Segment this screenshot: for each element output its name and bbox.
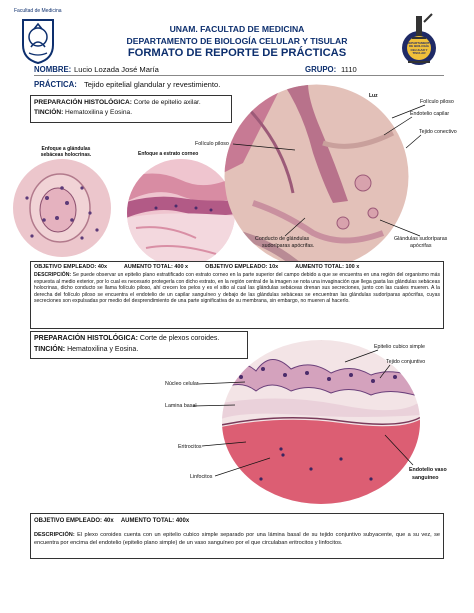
- inset1-caption: Enfoque a glándulas sebáceas holocrinas.: [40, 146, 92, 158]
- lbl-linfocitos: Linfocitos: [190, 474, 213, 480]
- s1-aum2-value: 100 x: [345, 264, 360, 270]
- s1-obj2-label: OBJETIVO EMPLEADO:: [205, 264, 268, 270]
- lbl-conducto-glandulas: Conducto de glándulas sudoríparas apócrifas.: [255, 236, 315, 249]
- s2-tincion-label: TINCIÓN:: [34, 346, 66, 353]
- s2-desc-text: El plexo coroides cuenta con un epitelio cubico simple separado por una lámina basal de su tejido conjuntivo subyacente, que a su vez, se encuentra por encima del endotelio (epitelio plano simple) de un vaso sanguíneo por el que circulaban eritrocitos y linfocitos.: [34, 532, 440, 546]
- lbl-endotelio-vaso: Endotelio vaso sanguíneo: [409, 467, 447, 481]
- s1-prep-label: PREPARACIÓN HISTOLÓGICA:: [34, 99, 132, 106]
- s1-aum-value: 400 x: [174, 264, 189, 270]
- s1-aum2-label: AUMENTO TOTAL:: [295, 264, 344, 270]
- practica-label: PRÁCTICA:: [34, 80, 77, 89]
- s1-light-label: Luz: [369, 93, 378, 99]
- section2-desc-box: [30, 513, 444, 559]
- lbl-tejido-conectivo: Tejido conectivo: [419, 129, 457, 135]
- s2-obj-label: OBJETIVO EMPLEADO:: [34, 518, 103, 524]
- right-logo-caption: DEPARTAMENTO DE BIOLOGÍA CELULAR Y TISULAR: [407, 41, 432, 56]
- s2-aum-label: AUMENTO TOTAL:: [120, 518, 175, 524]
- s2-obj-value: 40x: [103, 518, 114, 524]
- s1-tincion-label: TINCIÓN:: [34, 109, 64, 116]
- practica-value: Tejido epitelial glandular y revestimiento.: [84, 80, 221, 89]
- s1-description: DESCRIPCIÓN: Se puede observar un epitelio plano estratificado con estrato corneo en la parte superior del campo debido a que se encuentra en una región del organismo más expuesta al medio exterior, por lo cual es necesario protegerla con dicho estrato, en la región central de la imagen se nota una invaginación que llega gasta las glándulas sebáceas holocrinas, dicho conducto se llama folículo piloso, ahí crecen los pelos y es el sitio al cual las glándulas sebáceas drenan sus secreciones, junto con las cuales mueren. A la derecha del folículo piloso se encuentra el endotelio de un capilar sanguíneo y debajo de las glándulas sebáceas se encuentran las glándulas sudoríparas apócrifas, cuyas secreciones son expulsadas por medio del desprendimiento de una parte significativa de su membrana, sin embargo, no mueren al hacerlo.: [34, 272, 440, 305]
- faculty-small-label: Facultad de Medicina: [14, 8, 62, 14]
- lbl-glandulas-sudoriparas: Glándulas sudoríparas apócrifas: [394, 236, 448, 249]
- nombre-label: NOMBRE:: [34, 65, 72, 74]
- s1-desc-text: Se puede observar un epitelio plano estratificado con estrato corneo en la parte superior del campo debido a que se encuentra en una región del organismo más expuesta al medio exterior, por lo cual es necesario protegerla con dicho estrato, en la región central de la imagen se nota una invaginación que llega gasta las glándulas sebáceas holocrinas, dicho conducto se llama folículo piloso, ahí crecen los pelos y es el sitio al cual las glándulas sebáceas drenan sus secreciones, junto con las cuales mueren. A la derecha del folículo piloso se encuentra el endotelio de un capilar sanguíneo y debajo de las glándulas sebáceas se encuentran las glándulas sudoríparas apócrifas, cuyas secreciones son expulsadas por medio del desprendimiento de una parte significativa de su membrana, sin embargo, no mueren al hacerlo.: [34, 272, 440, 305]
- nombre-value: Lucio Lozada José María: [74, 65, 159, 74]
- lbl-eritrocitos: Eritrocitos: [178, 444, 202, 450]
- s1-obj-value: 40x: [97, 264, 108, 270]
- s2-prep-label: PREPARACIÓN HISTOLÓGICA:: [34, 335, 138, 342]
- lbl-nucleo-celular: Núcleo celular: [165, 381, 199, 387]
- s2-prep-value: Corte de plexos coroides.: [139, 335, 220, 342]
- header-line2: DEPARTAMENTO DE BIOLOGÍA CELULAR Y TISULAR: [126, 36, 348, 46]
- lbl-endotelio-capilar: Endotelio capilar: [410, 111, 450, 117]
- s1-obj-label: OBJETIVO EMPLEADO:: [34, 264, 97, 270]
- grupo-value: 1110: [341, 65, 357, 74]
- s2-tincion-value: Hematoxilina y Eosina.: [67, 346, 139, 353]
- s1-obj2-value: 10x: [269, 264, 279, 270]
- s2-aum-value: 400x: [175, 518, 190, 524]
- lbl-tejido-conjuntivo: Tejido conjuntivo: [386, 359, 426, 365]
- s2-description: DESCRIPCIÓN: El plexo coroides cuenta con un epitelio cubico simple separado por una lámina basal de su tejido conjuntivo subyacente, que a su vez, se encuentra por encima del endotelio (epitelio plano simple) de un vaso sanguíneo por el que circulaban eritrocitos y linfocitos.: [34, 532, 440, 546]
- header-line3: FORMATO DE REPORTE DE PRÁCTICAS: [127, 47, 347, 59]
- lbl-epitelio-cubico: Epitelio cubico simple: [374, 344, 425, 350]
- grupo-label: GRUPO:: [305, 65, 337, 74]
- s1-prep-value: Corte de epitelio axilar.: [133, 99, 201, 106]
- lbl-foliculo-piloso-2: Folículo piloso: [195, 141, 229, 147]
- inset2-caption: Enfoque a estrato corneo: [138, 151, 199, 157]
- lbl-lamina-basal: Lamina basal: [165, 403, 197, 409]
- s2-objective-row: [34, 518, 442, 524]
- s1-aum-label: AUMENTO TOTAL:: [123, 264, 173, 270]
- s1-tincion-value: Hematoxilina y Eosina.: [64, 109, 133, 116]
- header-line1: UNAM. FACULTAD DE MEDICINA: [169, 24, 305, 34]
- lbl-foliculo-piloso-1: Folículo piloso: [420, 99, 454, 105]
